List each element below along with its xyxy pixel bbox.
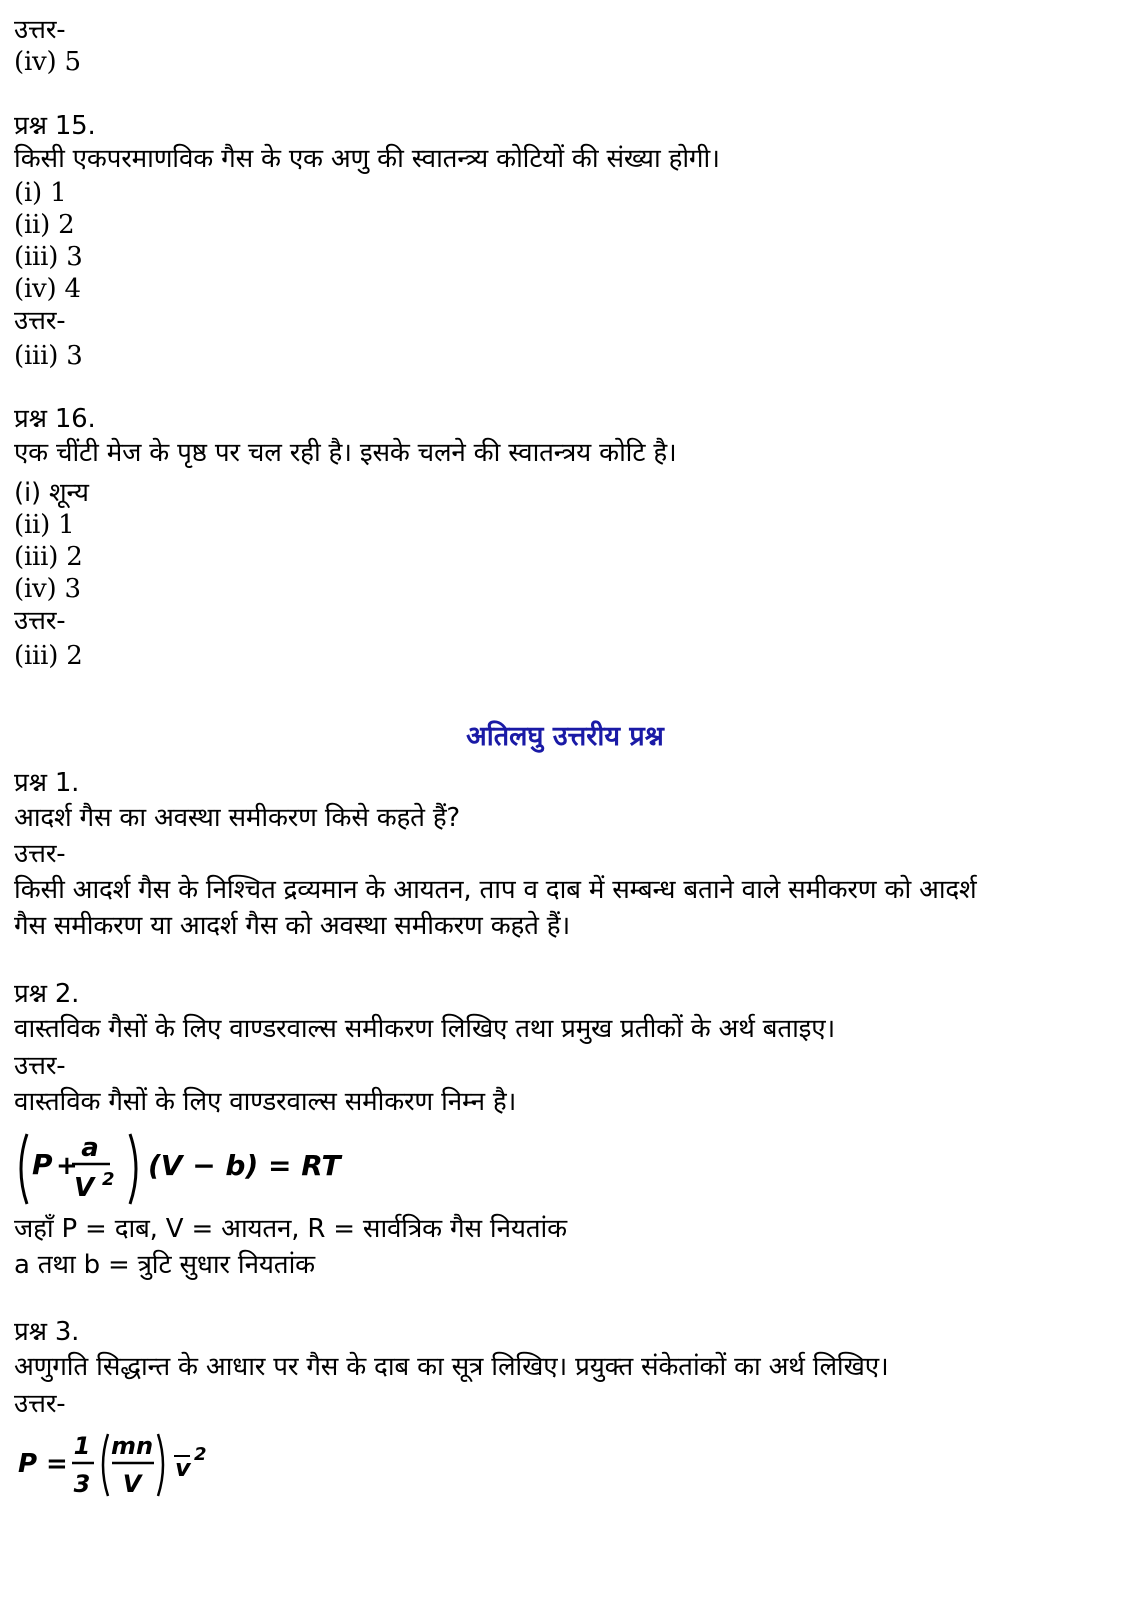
answer-label: उत्तर- — [14, 1051, 66, 1081]
answer-label: उत्तर- — [14, 839, 66, 869]
answer-value: (iii) 2 — [14, 641, 83, 671]
option-1: (i) शून्य — [14, 478, 89, 508]
option-4: (iv) 3 — [14, 574, 81, 604]
eq-symbol-v-mean: v — [175, 1454, 191, 1482]
option-2: (ii) 2 — [14, 210, 75, 240]
option-3: (iii) 2 — [14, 542, 83, 572]
eq-mn: mn — [110, 1432, 154, 1460]
option-2: (ii) 1 — [14, 510, 75, 540]
section-heading: अतिलघु उत्तरीय प्रश्न — [466, 721, 664, 752]
eq-symbol-v: V — [73, 1173, 95, 1203]
option-4: (iv) 4 — [14, 274, 81, 304]
eq-rest: (V − b) = RT — [148, 1149, 341, 1182]
eq-plus: + — [56, 1151, 78, 1181]
answer-text-line-1: किसी आदर्श गैस के निश्चित द्रव्यमान के आयतन, ताप व दाब में सम्बन्ध बताने वाले समीकरण को आदर्श — [14, 875, 977, 905]
answer-label: उत्तर- — [14, 606, 66, 636]
eq-exponent: 2 — [194, 1444, 207, 1465]
eq-denominator-three: 3 — [73, 1470, 91, 1498]
question-text: अणुगति सिद्धान्त के आधार पर गैस के दाब का सूत्र लिखिए। प्रयुक्त संकेतांकों का अर्थ लिखिए। — [14, 1352, 889, 1382]
answer-label: उत्तर- — [14, 1389, 66, 1419]
left-paren — [21, 1134, 27, 1204]
eq-equals: = — [46, 1449, 68, 1479]
question-text: किसी एकपरमाणविक गैस के एक अणु की स्वातन्त्र्य कोटियों की संख्या होगी। — [14, 144, 720, 174]
question-number: प्रश्न 15. — [14, 111, 96, 141]
symbol-meanings-line-1: जहाँ P = दाब, V = आयतन, R = सार्वत्रिक गैस नियतांक — [14, 1214, 567, 1244]
right-paren — [158, 1434, 163, 1496]
eq-exponent: 2 — [102, 1169, 115, 1190]
option-3: (iii) 3 — [14, 242, 83, 272]
eq-symbol-p: P — [32, 1148, 53, 1181]
eq-numerator-one: 1 — [73, 1432, 91, 1460]
answer-text: वास्तविक गैसों के लिए वाण्डरवाल्स समीकरण निम्न है। — [14, 1087, 517, 1117]
question-text: एक चींटी मेज के पृष्ठ पर चल रही है। इसके चलने की स्वातन्त्रय कोटि है। — [14, 438, 677, 468]
symbol-meanings-line-2: a तथा b = त्रुटि सुधार नियतांक — [14, 1250, 315, 1280]
eq-symbol-a: a — [81, 1133, 99, 1163]
question-number: प्रश्न 2. — [14, 979, 80, 1009]
question-text: आदर्श गैस का अवस्था समीकरण किसे कहते हैं? — [14, 803, 461, 833]
answer-text-line-2: गैस समीकरण या आदर्श गैस को अवस्था समीकरण कहते हैं। — [14, 911, 571, 941]
answer-label: उत्तर- — [14, 306, 66, 336]
right-paren — [130, 1134, 136, 1204]
question-number: प्रश्न 3. — [14, 1317, 80, 1347]
left-paren — [103, 1434, 108, 1496]
gas-pressure-formula — [10, 1426, 250, 1506]
answer-value: (iv) 5 — [14, 47, 81, 77]
van-der-waals-equation — [10, 1124, 350, 1214]
option-1: (i) 1 — [14, 178, 67, 208]
question-text: वास्तविक गैसों के लिए वाण्डरवाल्स समीकरण लिखिए तथा प्रमुख प्रतीकों के अर्थ बताइए। — [14, 1014, 836, 1044]
question-number: प्रश्न 1. — [14, 768, 80, 798]
answer-label: उत्तर- — [14, 15, 66, 45]
answer-value: (iii) 3 — [14, 341, 83, 371]
question-number: प्रश्न 16. — [14, 404, 96, 434]
eq-symbol-v: V — [122, 1470, 142, 1498]
eq-symbol-p: P — [18, 1449, 38, 1479]
